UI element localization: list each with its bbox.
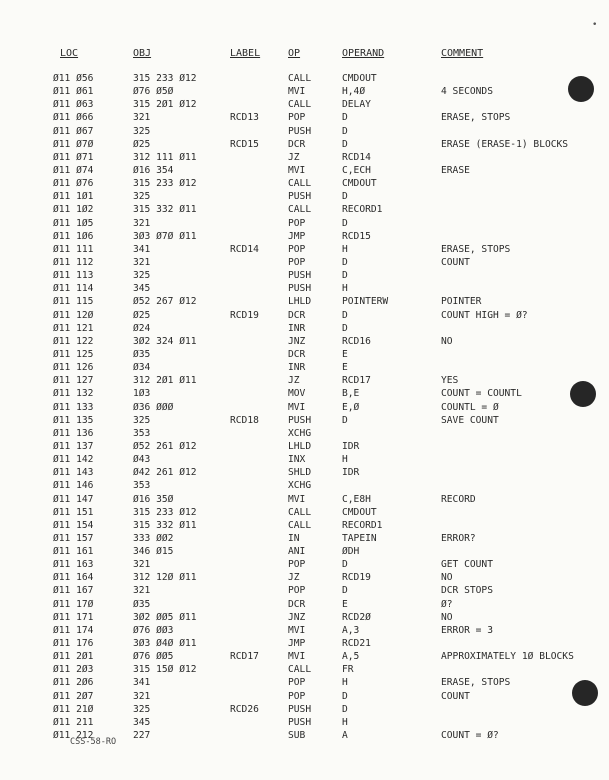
cell-operand: D [342, 309, 348, 321]
cell-operand: H [342, 243, 348, 255]
cell-label: RCD26 [230, 703, 259, 715]
cell-obj: Ø34 [133, 362, 151, 374]
cell-op: POP [288, 217, 306, 229]
cell-operand: RCD14 [342, 151, 371, 163]
cell-op: IN [288, 532, 300, 544]
cell-op: POP [288, 112, 306, 124]
cell-operand: RCD21 [342, 638, 371, 650]
cell-obj: 345 [133, 716, 151, 728]
cell-op: DCR [288, 138, 306, 150]
listing-row [0, 282, 609, 295]
cell-operand: A [342, 730, 348, 742]
cell-comment: COUNT = COUNTL [441, 388, 522, 400]
listing-row [0, 598, 609, 611]
header-op: OP [288, 48, 301, 59]
cell-loc: Ø11 121 [53, 322, 94, 334]
cell-operand: C,E8H [342, 493, 371, 505]
cell-operand: D [342, 414, 348, 426]
listing-row [0, 361, 609, 374]
cell-comment: APPROXIMATELY 1Ø BLOCKS [441, 651, 574, 663]
listing-row [0, 558, 609, 571]
header-loc: LOC [60, 48, 79, 59]
cell-op: POP [288, 677, 306, 689]
code-listing [0, 72, 609, 742]
cell-op: MVI [288, 164, 306, 176]
cell-op: MVI [288, 401, 306, 413]
cell-obj: 315 233 Ø12 [133, 506, 197, 518]
listing-row [0, 690, 609, 703]
cell-comment: GET COUNT [441, 559, 493, 571]
cell-obj: 341 [133, 677, 151, 689]
cell-comment: SAVE COUNT [441, 414, 499, 426]
listing-row [0, 637, 609, 650]
cell-op: PUSH [288, 191, 312, 203]
cell-operand: RECORD1 [342, 519, 383, 531]
cell-obj: 325 [133, 125, 151, 137]
cell-loc: Ø11 1Ø1 [53, 191, 94, 203]
cell-loc: Ø11 126 [53, 362, 94, 374]
cell-op: POP [288, 559, 306, 571]
cell-loc: Ø11 132 [53, 388, 94, 400]
cell-loc: Ø11 Ø76 [53, 178, 94, 190]
cell-loc: Ø11 163 [53, 559, 94, 571]
cell-op: CALL [288, 664, 312, 676]
cell-loc: Ø11 114 [53, 283, 94, 295]
cell-operand: DELAY [342, 99, 371, 111]
listing-row [0, 401, 609, 414]
cell-op: JMP [288, 230, 306, 242]
cell-operand: CMDOUT [342, 178, 377, 190]
cell-op: JNZ [288, 335, 306, 347]
header-label: LABEL [230, 48, 261, 59]
cell-comment: COUNT [441, 256, 470, 268]
cell-obj: 353 [133, 427, 151, 439]
cell-op: LHLD [288, 296, 312, 308]
listing-row [0, 72, 609, 85]
cell-loc: Ø11 211 [53, 716, 94, 728]
punch-hole-top [568, 76, 594, 102]
cell-obj: 325 [133, 270, 151, 282]
listing-row [0, 584, 609, 597]
listing-row [0, 230, 609, 243]
cell-loc: Ø11 127 [53, 375, 94, 387]
cell-op: PUSH [288, 270, 312, 282]
cell-comment: NO [441, 611, 453, 623]
cell-op: INR [288, 362, 306, 374]
cell-comment: YES [441, 375, 459, 387]
cell-operand: H [342, 677, 348, 689]
cell-obj: Ø76 ØØ3 [133, 624, 174, 636]
cell-operand: POINTERW [342, 296, 389, 308]
cell-op: JNZ [288, 611, 306, 623]
cell-operand: E [342, 348, 348, 360]
cell-obj: Ø25 [133, 309, 151, 321]
cell-obj: 1Ø3 [133, 388, 151, 400]
cell-loc: Ø11 113 [53, 270, 94, 282]
punch-hole-middle [570, 381, 596, 407]
cell-operand: E [342, 598, 348, 610]
cell-obj: 3Ø2 324 Ø11 [133, 335, 197, 347]
cell-obj: 321 [133, 559, 151, 571]
listing-row [0, 479, 609, 492]
cell-obj: Ø52 261 Ø12 [133, 440, 197, 452]
cell-operand: D [342, 112, 348, 124]
cell-operand: CMDOUT [342, 506, 377, 518]
cell-obj: Ø42 261 Ø12 [133, 467, 197, 479]
cell-loc: Ø11 164 [53, 572, 94, 584]
cell-obj: 321 [133, 690, 151, 702]
cell-loc: Ø11 2Ø3 [53, 664, 94, 676]
cell-op: LHLD [288, 440, 312, 452]
cell-obj: 315 15Ø Ø12 [133, 664, 197, 676]
listing-row [0, 427, 609, 440]
listing-row [0, 571, 609, 584]
cell-operand: E,Ø [342, 401, 360, 413]
listing-row [0, 217, 609, 230]
cell-comment: ERROR? [441, 532, 476, 544]
cell-op: POP [288, 243, 306, 255]
header-obj: OBJ [133, 48, 152, 59]
listing-row [0, 703, 609, 716]
cell-loc: Ø11 212 [53, 730, 94, 742]
cell-op: SUB [288, 730, 306, 742]
cell-op: MVI [288, 493, 306, 505]
listing-row [0, 269, 609, 282]
cell-obj: Ø25 [133, 138, 151, 150]
cell-operand: D [342, 256, 348, 268]
cell-obj: 321 [133, 256, 151, 268]
cell-loc: Ø11 2Ø7 [53, 690, 94, 702]
cell-obj: 346 Ø15 [133, 546, 174, 558]
listing-row [0, 519, 609, 532]
cell-operand: A,3 [342, 624, 360, 636]
cell-loc: Ø11 Ø63 [53, 99, 94, 111]
cell-loc: Ø11 12Ø [53, 309, 94, 321]
cell-op: POP [288, 690, 306, 702]
cell-operand: D [342, 125, 348, 137]
cell-loc: Ø11 17Ø [53, 598, 94, 610]
cell-obj: Ø76 ØØ5 [133, 651, 174, 663]
cell-loc: Ø11 21Ø [53, 703, 94, 715]
cell-operand: H [342, 454, 348, 466]
cell-op: MOV [288, 388, 306, 400]
cell-operand: D [342, 703, 348, 715]
cell-obj: Ø35 [133, 598, 151, 610]
cell-op: JMP [288, 638, 306, 650]
cell-op: INR [288, 322, 306, 334]
cell-obj: 325 [133, 703, 151, 715]
cell-loc: Ø11 135 [53, 414, 94, 426]
listing-row [0, 624, 609, 637]
cell-comment: ERROR = 3 [441, 624, 493, 636]
cell-obj: 3Ø2 ØØ5 Ø11 [133, 611, 197, 623]
punch-hole-bottom [572, 680, 598, 706]
cell-comment: COUNT [441, 690, 470, 702]
cell-label: RCD14 [230, 243, 259, 255]
cell-obj: 227 [133, 730, 151, 742]
cell-obj: Ø36 ØØØ [133, 401, 174, 413]
cell-comment: COUNTL = Ø [441, 401, 499, 413]
cell-op: POP [288, 585, 306, 597]
cell-obj: 353 [133, 480, 151, 492]
cell-op: CALL [288, 73, 312, 84]
cell-loc: Ø11 111 [53, 243, 94, 255]
cell-operand: ØDH [342, 546, 360, 558]
listing-row [0, 663, 609, 676]
listing-row [0, 309, 609, 322]
cell-op: DCR [288, 348, 306, 360]
cell-operand: D [342, 690, 348, 702]
cell-op: PUSH [288, 283, 312, 295]
cell-operand: D [342, 217, 348, 229]
cell-loc: Ø11 136 [53, 427, 94, 439]
cell-obj: 321 [133, 217, 151, 229]
cell-obj: Ø76 Ø5Ø [133, 86, 174, 98]
cell-loc: Ø11 167 [53, 585, 94, 597]
cell-obj: 325 [133, 414, 151, 426]
cell-loc: Ø11 174 [53, 624, 94, 636]
cell-op: INX [288, 454, 306, 466]
cell-comment: 4 SECONDS [441, 86, 493, 98]
listing-row [0, 164, 609, 177]
header-operand: OPERAND [342, 48, 385, 59]
cell-obj: 321 [133, 585, 151, 597]
cell-loc: Ø11 137 [53, 440, 94, 452]
listing-row [0, 676, 609, 689]
cell-comment: ERASE, STOPS [441, 677, 511, 689]
cell-operand: H [342, 716, 348, 728]
cell-operand: A,5 [342, 651, 360, 663]
listing-row [0, 85, 609, 98]
cell-operand: D [342, 322, 348, 334]
corner-mark: • [592, 20, 598, 30]
cell-comment: RECORD [441, 493, 476, 505]
listing-row [0, 650, 609, 663]
cell-comment: COUNT HIGH = Ø? [441, 309, 528, 321]
cell-loc: Ø11 122 [53, 335, 94, 347]
cell-loc: Ø11 143 [53, 467, 94, 479]
cell-obj: Ø24 [133, 322, 151, 334]
listing-row [0, 243, 609, 256]
cell-obj: 315 233 Ø12 [133, 178, 197, 190]
cell-obj: 325 [133, 191, 151, 203]
cell-op: CALL [288, 204, 312, 216]
cell-loc: Ø11 Ø74 [53, 164, 94, 176]
cell-obj: Ø52 267 Ø12 [133, 296, 197, 308]
cell-loc: Ø11 147 [53, 493, 94, 505]
cell-obj: 312 2Ø1 Ø11 [133, 375, 197, 387]
cell-loc: Ø11 1Ø2 [53, 204, 94, 216]
cell-operand: RCD19 [342, 572, 371, 584]
listing-row [0, 611, 609, 624]
cell-op: PUSH [288, 125, 312, 137]
cell-comment: DCR STOPS [441, 585, 493, 597]
cell-comment: ERASE, STOPS [441, 112, 511, 124]
cell-operand: CMDOUT [342, 73, 377, 84]
cell-obj: 3Ø3 Ø4Ø Ø11 [133, 638, 197, 650]
cell-operand: RCD16 [342, 335, 371, 347]
cell-operand: H [342, 283, 348, 295]
document-id: CSS-58-RO [70, 737, 117, 747]
cell-op: DCR [288, 598, 306, 610]
cell-loc: Ø11 1Ø6 [53, 230, 94, 242]
cell-obj: Ø16 354 [133, 164, 174, 176]
listing-row [0, 125, 609, 138]
cell-loc: Ø11 Ø7Ø [53, 138, 94, 150]
cell-op: ANI [288, 546, 306, 558]
cell-op: MVI [288, 86, 306, 98]
cell-op: MVI [288, 651, 306, 663]
cell-loc: Ø11 154 [53, 519, 94, 531]
cell-operand: FR [342, 664, 354, 676]
cell-loc: Ø11 Ø56 [53, 73, 94, 84]
cell-comment: ERASE [441, 164, 470, 176]
cell-obj: 3Ø3 Ø7Ø Ø11 [133, 230, 197, 242]
listing-row [0, 506, 609, 519]
cell-op: JZ [288, 572, 300, 584]
cell-comment: NO [441, 572, 453, 584]
listing-row [0, 203, 609, 216]
listing-row [0, 190, 609, 203]
cell-operand: RECORD1 [342, 204, 383, 216]
cell-loc: Ø11 2Ø1 [53, 651, 94, 663]
cell-operand: RCD2Ø [342, 611, 371, 623]
cell-obj: 315 233 Ø12 [133, 73, 197, 84]
listing-row [0, 466, 609, 479]
cell-obj: 321 [133, 112, 151, 124]
cell-op: DCR [288, 309, 306, 321]
cell-obj: 312 111 Ø11 [133, 151, 197, 163]
cell-label: RCD17 [230, 651, 259, 663]
listing-row [0, 493, 609, 506]
cell-comment: ERASE, STOPS [441, 243, 511, 255]
cell-op: CALL [288, 99, 312, 111]
cell-obj: 333 ØØ2 [133, 532, 174, 544]
cell-loc: Ø11 2Ø6 [53, 677, 94, 689]
listing-row [0, 414, 609, 427]
cell-operand: C,ECH [342, 164, 371, 176]
cell-comment: NO [441, 335, 453, 347]
cell-operand: H,4Ø [342, 86, 366, 98]
cell-obj: 312 12Ø Ø11 [133, 572, 197, 584]
cell-operand: D [342, 138, 348, 150]
cell-op: JZ [288, 375, 300, 387]
cell-loc: Ø11 112 [53, 256, 94, 268]
cell-obj: 345 [133, 283, 151, 295]
cell-loc: Ø11 115 [53, 296, 94, 308]
cell-loc: Ø11 133 [53, 401, 94, 413]
cell-obj: Ø43 [133, 454, 151, 466]
cell-operand: D [342, 559, 348, 571]
listing-row [0, 138, 609, 151]
listing-row [0, 177, 609, 190]
cell-loc: Ø11 171 [53, 611, 94, 623]
listing-row [0, 335, 609, 348]
cell-label: RCD18 [230, 414, 259, 426]
cell-loc: Ø11 151 [53, 506, 94, 518]
listing-row [0, 716, 609, 729]
cell-operand: E [342, 362, 348, 374]
listing-row [0, 440, 609, 453]
listing-row [0, 387, 609, 400]
cell-obj: Ø16 35Ø [133, 493, 174, 505]
cell-loc: Ø11 Ø71 [53, 151, 94, 163]
cell-op: CALL [288, 519, 312, 531]
cell-obj: 315 332 Ø11 [133, 519, 197, 531]
cell-op: XCHG [288, 480, 312, 492]
cell-op: CALL [288, 506, 312, 518]
cell-operand: D [342, 191, 348, 203]
cell-loc: Ø11 142 [53, 454, 94, 466]
cell-operand: D [342, 270, 348, 282]
cell-operand: RCD15 [342, 230, 371, 242]
cell-label: RCD13 [230, 112, 259, 124]
cell-loc: Ø11 157 [53, 532, 94, 544]
cell-loc: Ø11 Ø67 [53, 125, 94, 137]
cell-operand: D [342, 585, 348, 597]
cell-op: SHLD [288, 467, 312, 479]
cell-comment: POINTER [441, 296, 482, 308]
cell-loc: Ø11 146 [53, 480, 94, 492]
listing-row [0, 348, 609, 361]
cell-op: PUSH [288, 716, 312, 728]
cell-operand: B,E [342, 388, 360, 400]
cell-loc: Ø11 125 [53, 348, 94, 360]
cell-loc: Ø11 Ø61 [53, 86, 94, 98]
listing-row [0, 545, 609, 558]
listing-row [0, 532, 609, 545]
listing-row [0, 295, 609, 308]
cell-op: MVI [288, 624, 306, 636]
cell-op: PUSH [288, 703, 312, 715]
cell-obj: 315 332 Ø11 [133, 204, 197, 216]
cell-op: XCHG [288, 427, 312, 439]
cell-label: RCD15 [230, 138, 259, 150]
cell-operand: IDR [342, 440, 360, 452]
cell-comment: ERASE (ERASE-1) BLOCKS [441, 138, 569, 150]
cell-loc: Ø11 Ø66 [53, 112, 94, 124]
cell-operand: TAPEIN [342, 532, 377, 544]
cell-loc: Ø11 176 [53, 638, 94, 650]
listing-row [0, 151, 609, 164]
listing-row [0, 453, 609, 466]
cell-operand: IDR [342, 467, 360, 479]
cell-loc: Ø11 161 [53, 546, 94, 558]
cell-operand: RCD17 [342, 375, 371, 387]
cell-op: JZ [288, 151, 300, 163]
listing-row [0, 374, 609, 387]
cell-op: POP [288, 256, 306, 268]
cell-op: CALL [288, 178, 312, 190]
listing-row [0, 256, 609, 269]
cell-obj: Ø35 [133, 348, 151, 360]
cell-label: RCD19 [230, 309, 259, 321]
listing-row [0, 111, 609, 124]
header-comment: COMMENT [441, 48, 484, 59]
cell-loc: Ø11 1Ø5 [53, 217, 94, 229]
cell-op: PUSH [288, 414, 312, 426]
listing-row [0, 322, 609, 335]
cell-obj: 315 2Ø1 Ø12 [133, 99, 197, 111]
cell-comment: Ø? [441, 598, 453, 610]
cell-obj: 341 [133, 243, 151, 255]
listing-row [0, 98, 609, 111]
cell-comment: COUNT = Ø? [441, 730, 499, 742]
